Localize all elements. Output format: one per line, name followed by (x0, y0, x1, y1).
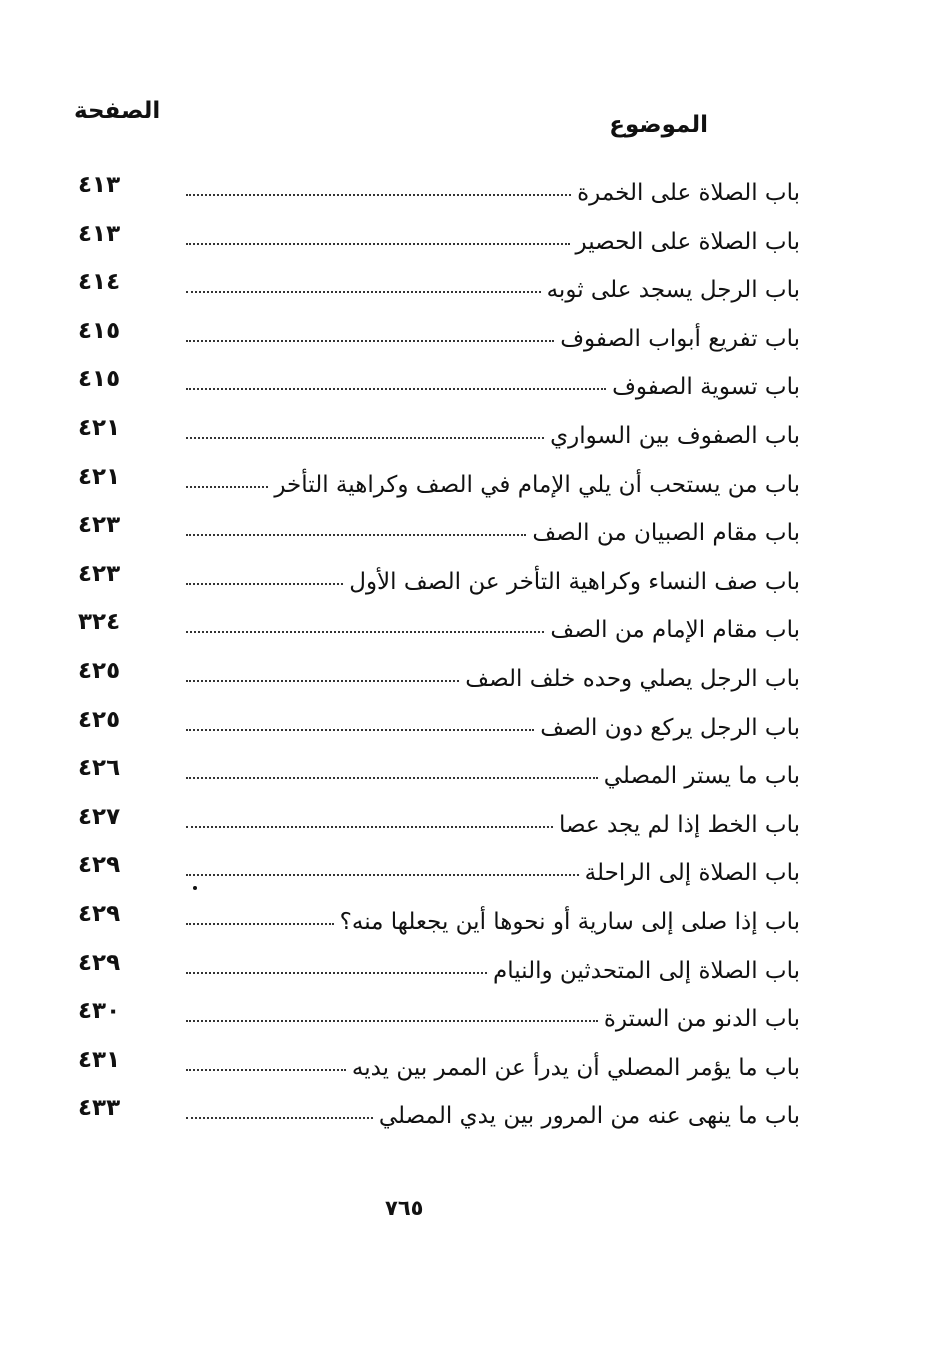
toc-entry-page: ٤٢٥ (78, 706, 121, 733)
toc-entry-title: باب تفريع أبواب الصفوف (560, 325, 800, 352)
toc-entry (60, 848, 800, 897)
toc-entry-title: باب الدنو من السترة (603, 1006, 800, 1033)
toc-entry-title: باب الرجل يسجد على ثوبه (546, 277, 800, 304)
toc-entry-title: باب الرجل يصلي وحده خلف الصف (465, 665, 800, 692)
toc-entry (60, 751, 800, 800)
toc-entry-title: باب صف النساء وكراهية التأخر عن الصف الأول (349, 568, 800, 595)
dot-leader (186, 1020, 598, 1022)
toc-entry (60, 1043, 800, 1092)
dot-leader (186, 923, 334, 925)
toc-entry (60, 265, 800, 314)
toc-entry-page: ٤٢١ (78, 414, 121, 441)
toc-entry-title: باب الصفوف بين السواري (550, 422, 800, 449)
dot-leader (186, 729, 534, 731)
toc-entry (60, 897, 800, 946)
dot-leader (186, 243, 570, 245)
toc-entry-title: باب ما ينهى عنه من المرور بين يدي المصلي (378, 1103, 800, 1130)
toc-entry-title: باب من يستحب أن يلي الإمام في الصف وكراهية التأخر (274, 471, 800, 498)
toc-entry-page: ٤٢٩ (78, 949, 121, 976)
toc-entry-title: باب الصلاة على الخمرة (577, 180, 800, 206)
toc-entry-page: ٤٣١ (78, 1046, 121, 1073)
toc-entry-title: باب ما يؤمر المصلي أن يدرأ عن الممر بين يديه (351, 1054, 800, 1081)
toc-entry (60, 411, 800, 460)
dot-leader (186, 777, 598, 779)
dot-leader (186, 340, 554, 342)
toc-entry (60, 314, 800, 363)
toc-entry-page: ٤٢٩ (78, 900, 121, 927)
toc-entry (60, 362, 800, 411)
dot-leader (186, 826, 553, 828)
toc-entry-page: ٤٢٥ (78, 657, 121, 684)
toc-entry-title: باب الرجل يركع دون الصف (540, 714, 800, 741)
toc-entry (60, 605, 800, 654)
toc-entry (60, 994, 800, 1043)
toc-entry (60, 557, 800, 606)
ink-speck (193, 886, 197, 890)
toc-entry-page: ٤٢٦ (78, 755, 121, 782)
dot-leader (186, 1069, 346, 1071)
toc-entry (60, 508, 800, 557)
toc-entry-title: باب الخط إذا لم يجد عصا (558, 811, 800, 838)
toc-entry-page: ٤٣٠ (78, 998, 121, 1025)
toc-entry (60, 703, 800, 752)
toc-entry-page: ٤٢٣ (78, 512, 121, 539)
dot-leader (186, 291, 541, 293)
toc-entry-page: ٤١٥ (78, 317, 121, 344)
table-of-contents (60, 168, 800, 1140)
toc-entry-title: باب الصلاة على الحصير (575, 228, 800, 255)
toc-entry (60, 168, 800, 217)
toc-entry (60, 1091, 800, 1140)
toc-entry (60, 460, 800, 509)
toc-entry-page: ٤١٣ (78, 220, 121, 247)
dot-leader (186, 583, 343, 585)
page-number: ٧٦٥ (385, 1196, 424, 1220)
dot-leader (186, 486, 268, 488)
toc-entry-page: ٤٢٩ (78, 852, 121, 879)
dot-leader (186, 534, 526, 536)
toc-entry (60, 217, 800, 266)
dot-leader (186, 680, 459, 682)
toc-entry (60, 800, 800, 849)
toc-entry-title: باب الصلاة إلى المتحدثين والنيام (492, 957, 800, 984)
dot-leader (186, 388, 606, 390)
toc-entry-page: ٤١٤ (78, 269, 121, 296)
page-column-header: الصفحة (74, 98, 161, 124)
dot-leader (186, 972, 487, 974)
toc-entry-page: ٤١٥ (78, 366, 121, 393)
toc-entry-page: ٤٢٧ (78, 803, 121, 830)
toc-entry (60, 946, 800, 995)
dot-leader (186, 437, 544, 439)
toc-entry-title: باب مقام الصبيان من الصف (532, 520, 800, 547)
toc-entry-title: باب مقام الإمام من الصف (550, 617, 800, 644)
toc-entry-page: ٤٢١ (78, 463, 121, 490)
toc-entry-title: باب تسوية الصفوف (612, 374, 800, 401)
dot-leader (186, 194, 571, 196)
topic-column-header: الموضوع (609, 112, 708, 138)
toc-entry-title: باب إذا صلى إلى سارية أو نحوها أين يجعلها منه؟ (339, 908, 800, 935)
dot-leader (186, 631, 544, 633)
dot-leader (186, 874, 579, 876)
toc-entry-page: ٤٢٣ (78, 560, 121, 587)
toc-entry (60, 654, 800, 703)
toc-entry-page: ٣٢٤ (78, 609, 121, 636)
dot-leader (186, 1117, 373, 1119)
toc-entry-title: باب الصلاة إلى الراحلة (584, 860, 800, 887)
toc-entry-page: ٤٣٣ (78, 1095, 121, 1122)
toc-entry-page: ٤١٣ (78, 172, 121, 198)
toc-entry-title: باب ما يستر المصلي (603, 763, 800, 790)
